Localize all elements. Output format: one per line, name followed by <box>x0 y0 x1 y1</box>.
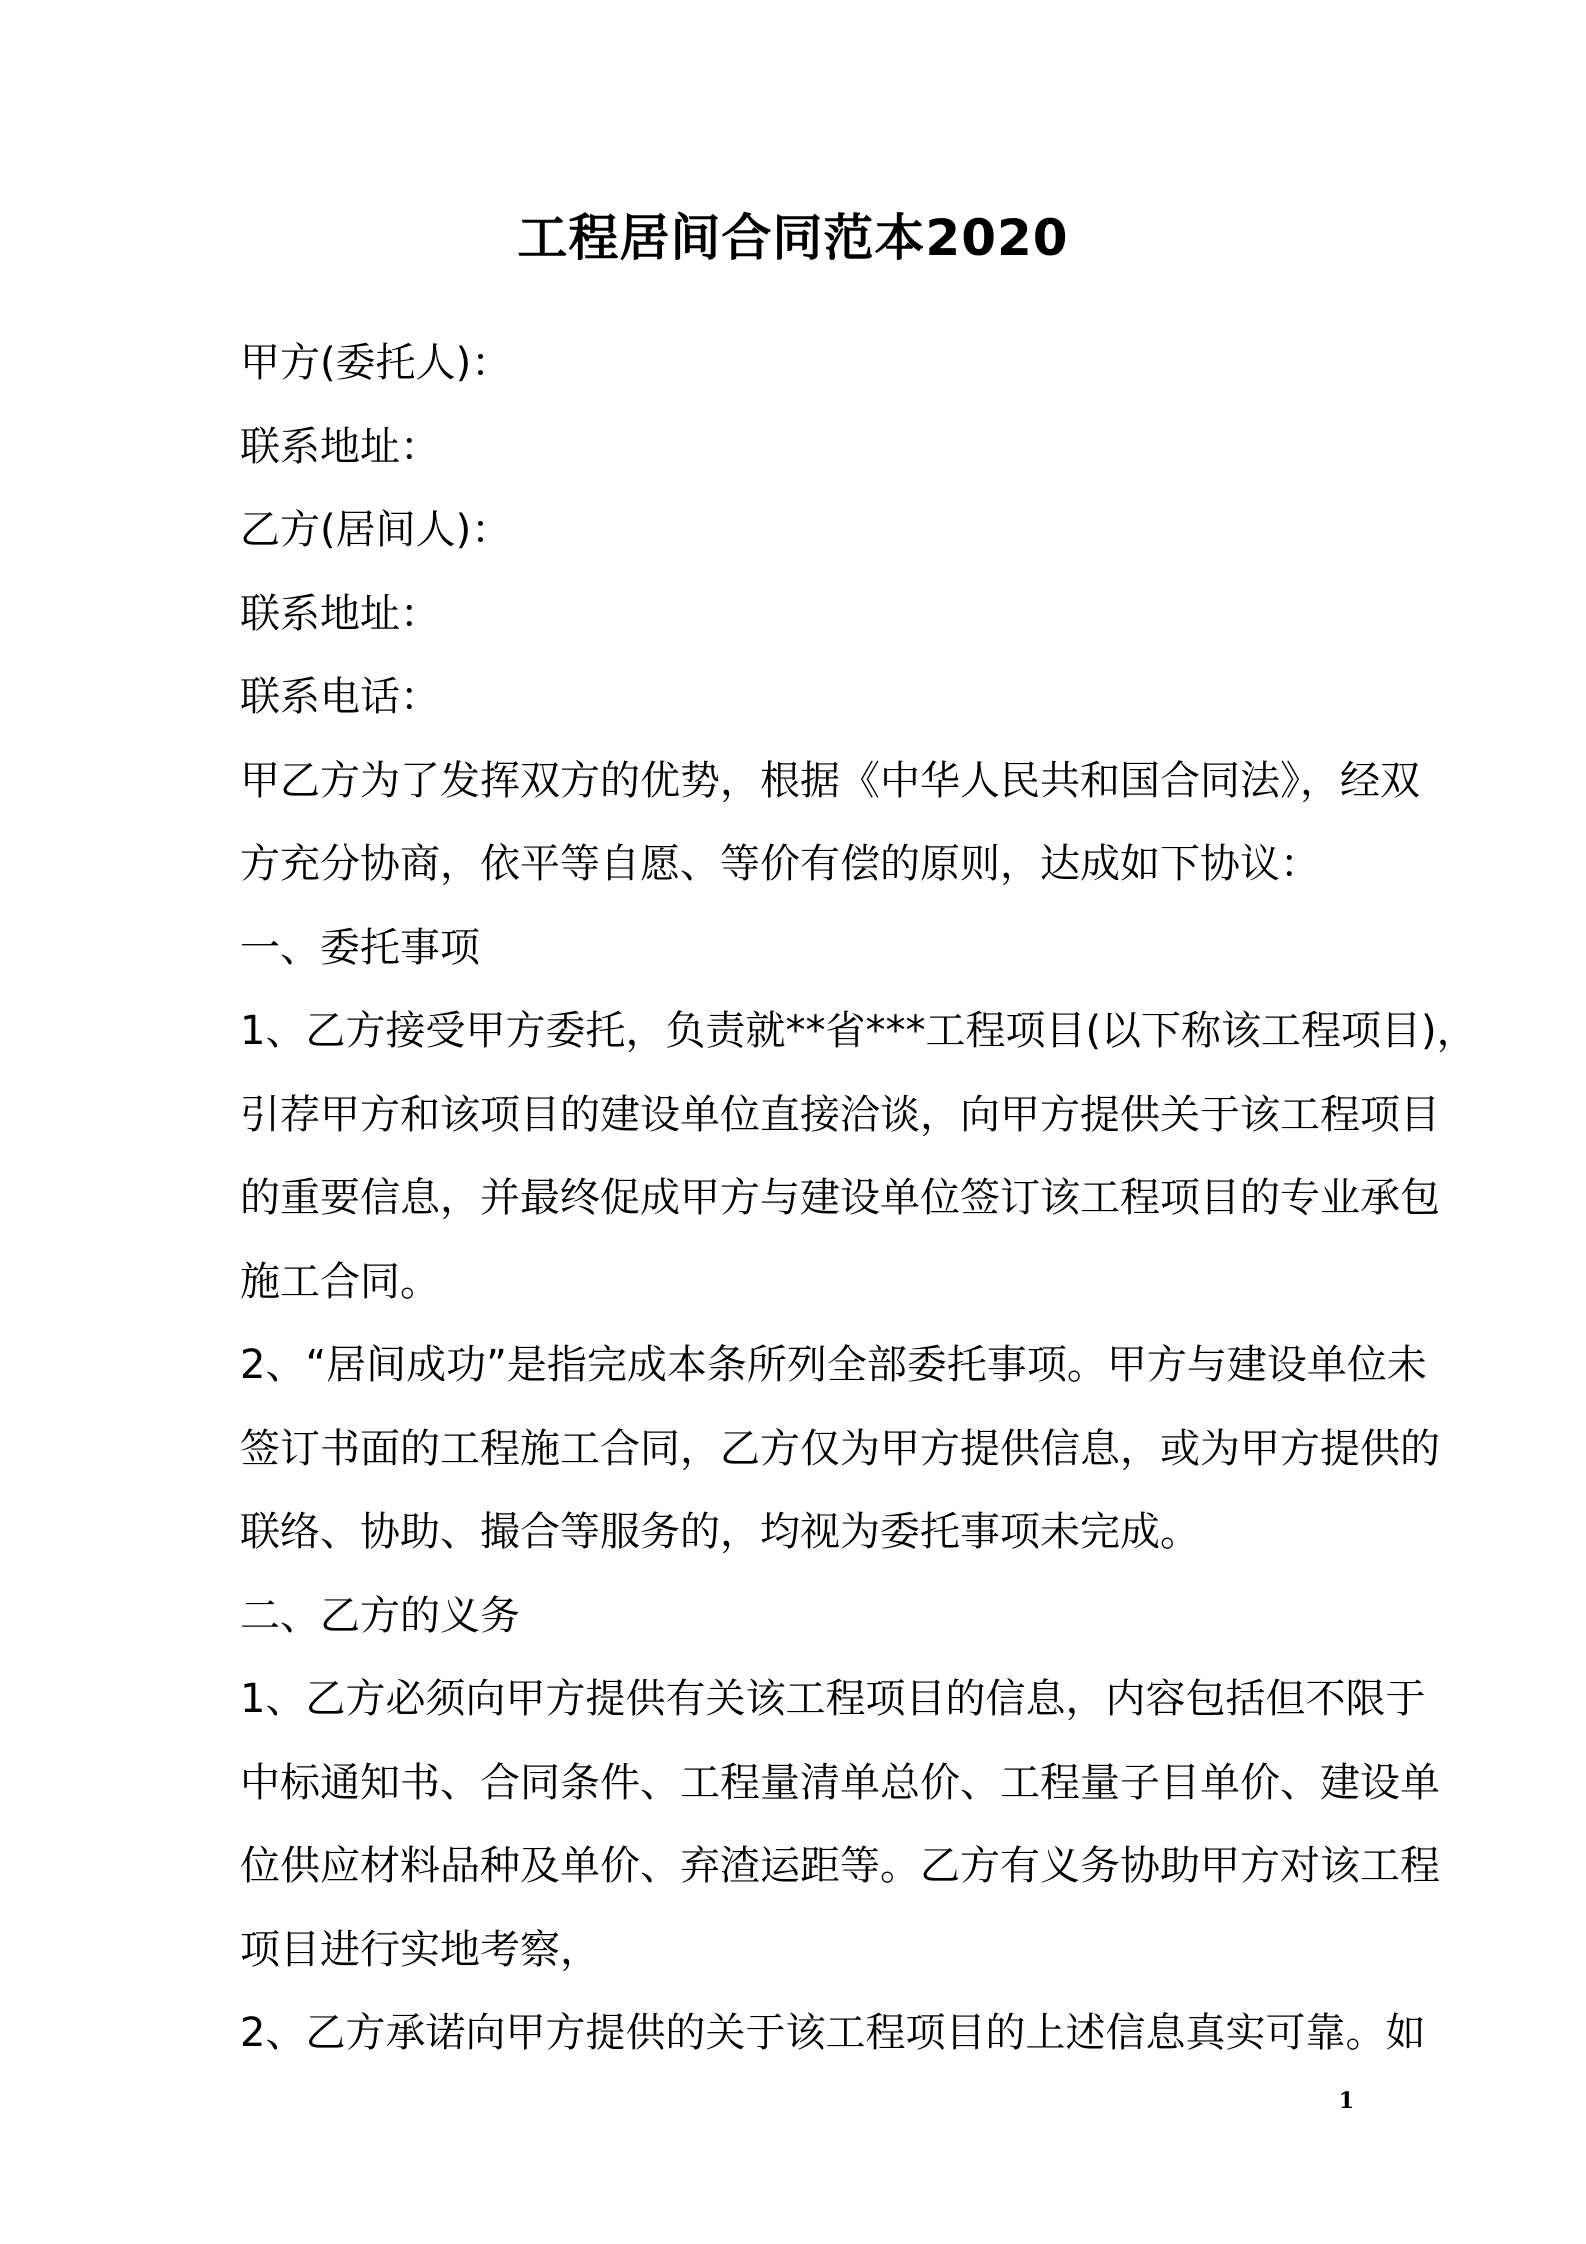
clause-line: 中标通知书、合同条件、工程量清单总价、工程量子目单价、建设单 <box>240 1759 1440 1806</box>
clause-line: 项目进行实地考察， <box>240 1926 600 1973</box>
party-b-line: 乙方(居间人)： <box>240 507 512 553</box>
page-number: 1 <box>1338 2088 1354 2114</box>
party-b-phone-line: 联系电话： <box>240 674 440 720</box>
clause-line: 2、“居间成功”是指完成本条所列全部委托事项。甲方与建设单位未 <box>240 1342 1427 1388</box>
clause-line: 的重要信息，并最终促成甲方与建设单位签订该工程项目的专业承包 <box>240 1175 1440 1221</box>
clause-line: 签订书面的工程施工合同，乙方仅为甲方提供信息，或为甲方提供的 <box>240 1425 1440 1472</box>
clause-line: 2、乙方承诺向甲方提供的关于该工程项目的上述信息真实可靠。如 <box>240 2010 1426 2056</box>
preamble-line: 方充分协商，依平等自愿、等价有偿的原则，达成如下协议： <box>240 841 1320 887</box>
document-title: 工程居间合同范本2020 <box>517 209 1069 267</box>
clause-line: 1、乙方接受甲方委托，负责就**省***工程项目(以下称该工程项目)， <box>240 1008 1477 1054</box>
clause-line: 施工合同。 <box>240 1258 440 1305</box>
clause-line: 引荐甲方和该项目的建设单位直接洽谈，向甲方提供关于该工程项目 <box>240 1091 1440 1138</box>
document-body <box>240 322 1477 2076</box>
party-a-address-line: 联系地址： <box>240 423 440 470</box>
clause-line: 联络、协助、撮合等服务的，均视为委托事项未完成。 <box>240 1509 1200 1555</box>
party-a-line: 甲方(委托人)： <box>240 340 512 386</box>
section-heading: 一、委托事项 <box>240 924 480 971</box>
section-heading: 二、乙方的义务 <box>240 1592 520 1639</box>
preamble-line: 甲乙方为了发挥双方的优势，根据《中华人民共和国合同法》，经双 <box>240 757 1420 804</box>
clause-line: 位供应材料品种及单价、弃渣运距等。乙方有义务协助甲方对该工程 <box>240 1843 1440 1889</box>
clause-line: 1、乙方必须向甲方提供有关该工程项目的信息，内容包括但不限于 <box>240 1676 1426 1722</box>
party-b-address-line: 联系地址： <box>240 590 440 637</box>
